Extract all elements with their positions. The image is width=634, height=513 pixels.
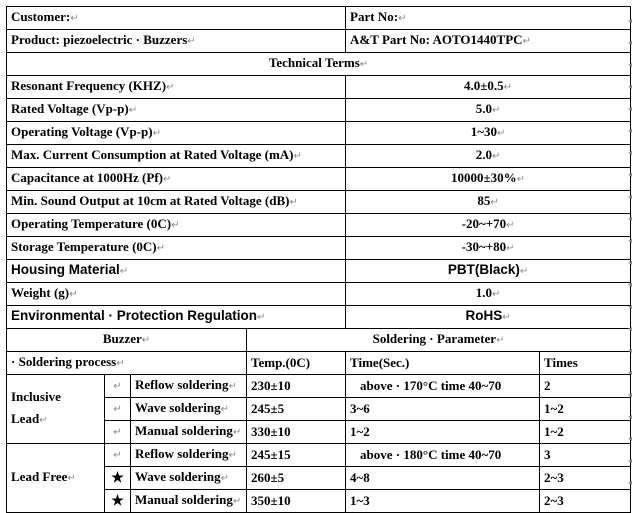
spec-value-cell: RoHS↵: [346, 306, 631, 329]
spec-value-cell: -20~+70↵: [346, 214, 631, 237]
soldering-header-row-1: [7, 329, 631, 352]
spec-value-cell: PBT(Black)↵: [346, 260, 631, 283]
soldering-method-cell: Manual soldering↵: [131, 421, 247, 444]
spec-value-cell: 4.0±0.5↵: [346, 76, 631, 99]
row-end-mark: ◂: [628, 192, 633, 201]
right-edge-marks: [628, 0, 634, 488]
spec-label-cell: Resonant Frequency (KHZ)↵: [7, 76, 346, 99]
row-end-mark: ◂: [628, 38, 633, 47]
soldering-method-cell: Reflow soldering↵: [131, 375, 247, 398]
soldering-temp: 245±15: [251, 447, 291, 462]
spec-label: Max. Current Consumption at Rated Voltage (mA): [11, 147, 294, 162]
row-end-mark: ◂: [628, 60, 633, 69]
soldering-method: Reflow soldering: [135, 446, 229, 461]
star-cell: ↵: [105, 444, 131, 467]
spec-value: -20~+70: [461, 216, 507, 231]
row-end-mark: ◂: [628, 478, 633, 487]
soldering-times-cell: [540, 490, 631, 513]
spec-value-cell: -30~+80↵: [346, 237, 631, 260]
row-end-mark: ◂: [628, 346, 633, 355]
row-end-mark: ◂: [628, 456, 633, 465]
soldering-times-cell: [540, 375, 631, 398]
part-no-cell: Part No:↵: [346, 7, 631, 30]
lead-type-label: Inclusive Lead: [11, 389, 61, 426]
spec-label-cell: Operating Voltage (Vp-p)↵: [7, 122, 346, 145]
technical-terms-title: Technical Terms↵: [7, 53, 631, 76]
spec-label-cell: Rated Voltage (Vp-p)↵: [7, 99, 346, 122]
time-column-header-text: Time(Sec.): [350, 355, 410, 370]
soldering-times: 2: [544, 378, 551, 393]
soldering-times-cell: [540, 421, 631, 444]
spec-table: [6, 6, 631, 513]
row-end-mark: ◂: [628, 126, 633, 135]
row-end-mark: ◂: [628, 82, 633, 91]
soldering-time: above · 170°C time 40~70: [360, 378, 502, 393]
row-end-mark: ◂: [628, 170, 633, 179]
spec-value: 10000±30%: [451, 170, 517, 185]
soldering-temp: 330±10: [251, 424, 291, 439]
soldering-times: 1~2: [544, 424, 564, 439]
soldering-temp-cell: [247, 421, 346, 444]
lead-type-cell: Lead Free↵: [7, 444, 105, 513]
spec-label: Environmental · Protection Regulation: [11, 308, 258, 323]
star-icon: ★: [111, 493, 124, 509]
spec-label-cell: Max. Current Consumption at Rated Voltage (mA)↵: [7, 145, 346, 168]
product-label: Product: piezoelectric · Buzzers: [11, 32, 188, 47]
technical-terms-text: Technical Terms: [268, 55, 360, 70]
spec-value: 1~30: [470, 124, 497, 139]
row-end-mark: ◂: [628, 258, 633, 267]
spec-value: 4.0±0.5: [464, 78, 504, 93]
soldering-method-cell: Wave soldering↵: [131, 398, 247, 421]
soldering-times: 1~2: [544, 401, 564, 416]
spec-value: 85: [477, 193, 491, 208]
spec-label: Operating Voltage (Vp-p): [11, 124, 153, 139]
buzzer-label-cell: Buzzer↵: [7, 329, 247, 352]
spec-row: [7, 306, 631, 329]
spec-value: RoHS: [465, 308, 503, 323]
soldering-method: Manual soldering: [135, 423, 233, 438]
soldering-temp-cell: [247, 375, 346, 398]
soldering-times: 3: [544, 447, 551, 462]
soldering-time-cell: [346, 398, 540, 421]
spec-row: [7, 168, 631, 191]
soldering-time-cell: [346, 467, 540, 490]
soldering-parameter-title: Soldering · Parameter↵: [247, 329, 631, 352]
spec-label-cell: Capacitance at 1000Hz (Pf)↵: [7, 168, 346, 191]
spec-label: Resonant Frequency (KHZ): [11, 78, 167, 93]
spec-row: [7, 122, 631, 145]
spec-label: Min. Sound Output at 10cm at Rated Voltage (dB): [11, 193, 290, 208]
times-column-header-text: Times: [544, 355, 578, 370]
row-end-mark: ◂: [628, 324, 633, 333]
temp-column-header: [247, 352, 346, 375]
soldering-time-cell: [346, 444, 540, 467]
spec-label: Housing Material: [11, 262, 120, 277]
spec-label-cell: Weight (g)↵: [7, 283, 346, 306]
star-cell: [105, 490, 131, 513]
spec-value-cell: 2.0↵: [346, 145, 631, 168]
spec-value: 1.0: [475, 285, 492, 300]
star-cell: ↵: [105, 421, 131, 444]
spec-value-cell: 85↵: [346, 191, 631, 214]
buzzer-label: Buzzer: [102, 331, 142, 346]
spec-label-cell: Storage Temperature (0C)↵: [7, 237, 346, 260]
customer-label: Customer:: [11, 9, 71, 24]
soldering-times-cell: [540, 398, 631, 421]
row-end-mark: ◂: [628, 412, 633, 421]
spec-label-cell: Operating Temperature (0C)↵: [7, 214, 346, 237]
spec-row: [7, 145, 631, 168]
spec-label-cell: Min. Sound Output at 10cm at Rated Voltage (dB)↵: [7, 191, 346, 214]
soldering-header-row-2: [7, 352, 631, 375]
soldering-temp: 230±10: [251, 378, 291, 393]
spec-value-cell: 5.0↵: [346, 99, 631, 122]
soldering-method-cell: Reflow soldering↵: [131, 444, 247, 467]
soldering-time-cell: [346, 421, 540, 444]
soldering-temp-cell: [247, 444, 346, 467]
row-end-mark: ◂: [628, 148, 633, 157]
spec-value: 5.0: [475, 101, 492, 116]
star-icon: ★: [111, 470, 124, 486]
product-cell: Product: piezoelectric · Buzzers↵: [7, 30, 346, 53]
spec-label: Storage Temperature (0C): [11, 239, 157, 254]
soldering-time-cell: [346, 375, 540, 398]
soldering-temp: 350±10: [251, 493, 291, 508]
row-end-mark: ◂: [628, 104, 633, 113]
soldering-times-cell: [540, 467, 631, 490]
soldering-temp: 245±5: [251, 401, 285, 416]
spec-row: [7, 99, 631, 122]
spec-row: [7, 76, 631, 99]
soldering-row: [7, 375, 631, 398]
soldering-method-cell: Manual soldering↵: [131, 490, 247, 513]
spec-value-cell: 1.0↵: [346, 283, 631, 306]
row-end-mark: ◂: [628, 390, 633, 399]
temp-column-header-text: Temp.(0C): [251, 355, 311, 370]
soldering-process-cell: · Soldering process↵: [7, 352, 247, 375]
soldering-time: above · 180°C time 40~70: [360, 447, 502, 462]
soldering-row: [7, 444, 631, 467]
soldering-time-cell: [346, 490, 540, 513]
row-end-mark: ◂: [628, 280, 633, 289]
soldering-time: 4~8: [350, 470, 370, 485]
spec-value: PBT(Black): [447, 262, 520, 277]
part-no-label: Part No:: [350, 9, 399, 24]
spec-value-cell: 10000±30%↵: [346, 168, 631, 191]
spec-row: [7, 214, 631, 237]
header-row-2: [7, 30, 631, 53]
soldering-method-cell: Wave soldering↵: [131, 467, 247, 490]
technical-terms-row: [7, 53, 631, 76]
soldering-time: 1~3: [350, 493, 370, 508]
row-end-mark: ◂: [628, 302, 633, 311]
soldering-temp-cell: [247, 490, 346, 513]
soldering-times-cell: [540, 444, 631, 467]
lead-type-cell: Inclusive Lead↵: [7, 375, 105, 444]
spec-label: Capacitance at 1000Hz (Pf): [11, 170, 163, 185]
star-cell: [105, 467, 131, 490]
spec-label-cell: Environmental · Protection Regulation↵: [7, 306, 346, 329]
row-end-mark: ◂: [628, 236, 633, 245]
row-end-mark: ◂: [628, 16, 633, 25]
spec-row: [7, 237, 631, 260]
star-cell: ↵: [105, 375, 131, 398]
soldering-method: Reflow soldering: [135, 377, 229, 392]
soldering-temp-cell: [247, 398, 346, 421]
soldering-temp-cell: [247, 467, 346, 490]
soldering-method: Wave soldering: [135, 469, 221, 484]
spec-label: Operating Temperature (0C): [11, 216, 172, 231]
soldering-time: 1~2: [350, 424, 370, 439]
header-row-1: [7, 7, 631, 30]
spec-label-cell: Housing Material↵: [7, 260, 346, 283]
time-column-header: [346, 352, 540, 375]
row-end-mark: ◂: [628, 434, 633, 443]
at-part-no-label: A&T Part No: AOTO1440TPC: [350, 32, 523, 47]
soldering-method: Manual soldering: [135, 492, 233, 507]
soldering-time: 3~6: [350, 401, 370, 416]
soldering-process-label: · Soldering process: [11, 354, 117, 369]
spec-value-cell: 1~30↵: [346, 122, 631, 145]
spec-value: 2.0: [475, 147, 492, 162]
soldering-times: 2~3: [544, 493, 564, 508]
star-cell: ↵: [105, 398, 131, 421]
lead-type-label: Lead Free: [11, 469, 68, 484]
soldering-method: Wave soldering: [135, 400, 221, 415]
spec-label: Rated Voltage (Vp-p): [11, 101, 129, 116]
soldering-times: 2~3: [544, 470, 564, 485]
row-end-mark: ◂: [628, 368, 633, 377]
spec-value: -30~+80: [461, 239, 507, 254]
soldering-parameter-text: Soldering · Parameter: [372, 331, 497, 346]
row-end-mark: ◂: [628, 214, 633, 223]
spec-row: [7, 191, 631, 214]
soldering-temp: 260±5: [251, 470, 285, 485]
spec-row: [7, 260, 631, 283]
spec-row: [7, 283, 631, 306]
spec-label: Weight (g): [11, 285, 70, 300]
customer-cell: Customer:↵: [7, 7, 346, 30]
times-column-header: [540, 352, 631, 375]
at-part-no-cell: A&T Part No: AOTO1440TPC↵: [346, 30, 631, 53]
spec-sheet: [6, 6, 630, 513]
